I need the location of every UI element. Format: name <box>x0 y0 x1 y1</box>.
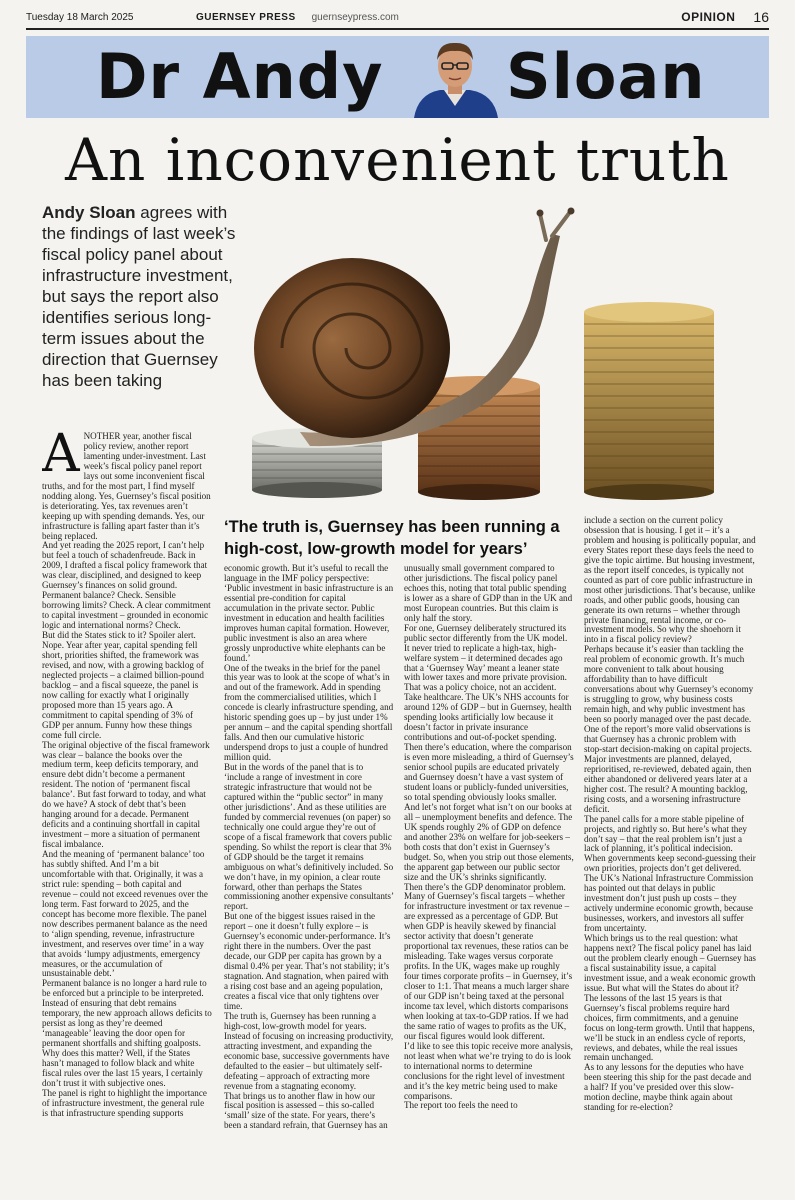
paragraph: That brings us to another flaw in how our fiscal position is assessed – this so-called ‘small’ size of the state. For years, there’s been a standard refrain, that Guernsey has an <box>224 1090 388 1131</box>
issue-date: Tuesday 18 March 2025 <box>26 11 134 23</box>
columnist-portrait <box>408 36 502 118</box>
paragraph: One of the report’s more valid observations is that Guernsey has a chronic problem with stop-start decision-making on capital projects. Major investments are planned, delayed, reprioritised, re-reviewed, debated again, then either abandoned or delivered years later at a higher cost. The result? A mounting backlog, rising costs, and a worsening infrastructure deficit. <box>584 724 752 814</box>
paragraph: Then there’s the GDP denominator problem. Many of Guernsey’s fiscal targets – whether for infrastructure investment or tax revenue – are expressed as a percentage of GDP. But when GDP is heavily skewed by financial sector activity that doesn’t generate proportional tax revenues, these ratios can be misleading. Take wages versus corporate profits. In the UK, wages make up roughly four times corporate profits – in Guernsey, it’s closer to 1:1. That means a much larger share of our GDP isn’t being taxed at the personal income tax level, which distorts comparisons when looking at tax-to-GDP ratios. If we had the same ratio of wages to profits as the UK, our fiscal figures would look different. <box>404 881 573 1041</box>
paragraph: But in the words of the panel that is to ‘include a range of investment in core strategic infrastructure that would not be captured within the “public sector” in many other jurisdictions’. And as these utilities are funded by commercial revenues (on paper) so technically one could argue they’re out of scope of a fiscal framework that covers public spending. So whilst the report is clear that 3% of GDP should be the target it remains ambiguous on what’s definitively included. So we don’t have, in my opinion, a clear route forward, other than perhaps the States commissioning another expensive consultants’ report. <box>224 762 394 912</box>
paper-website: guernseypress.com <box>311 11 399 23</box>
paragraph: The truth is, Guernsey has been running a high-cost, low-growth model for years. Instead of focusing on increasing productivity, attracting investment, and expanding the economic base, successive governments have defaulted to the easier – but ultimately self-defeating – approach of extracting more revenue from a stagnating economy. <box>224 1010 394 1091</box>
paragraph: unusually small government compared to other jurisdictions. The fiscal policy panel echoes this, noting that total public spending is lower as a share of GDP than in the UK and most European countries. But this claim is only half the story. <box>404 564 573 623</box>
paragraph: The original objective of the fiscal framework was clear – balance the books over the medium term, keep deficits temporary, and ensure debt didn’t become a permanent resident. The notion of ‘permanent fiscal balance’. But fast forward to today, and what do we have? A stock of debt that’s been hanging around for a decade. Permanent deficits and a continuing shortfall in capital investment – more a situation of permanent fiscal imbalance. <box>42 739 210 850</box>
paragraph: The lessons of the last 15 years is that Guernsey’s fiscal problems require hard choices, firm commitments, and a genuine focus on long-term growth. Until that happens, we’ll be stuck in an endless cycle of reports, reviews, and debates, while the real issues remain unchanged. <box>584 992 755 1063</box>
article-standfirst <box>42 202 242 391</box>
columnist-first-name: Dr Andy <box>96 40 384 113</box>
article-column-4 <box>584 516 756 1192</box>
article-column-2 <box>224 564 394 1192</box>
drop-cap: A <box>42 432 80 484</box>
article-headline: An inconvenient truth <box>65 126 730 194</box>
section-name: OPINION <box>681 10 736 24</box>
paragraph: Permanent balance is no longer a hard rule to be enforced but a principle to be interpreted. Instead of ensuring that debt remains temporary, the new approach allows deficits to persist as long as they’re deemed ‘manageable’ leaving the door open for permanent shortfalls and shifting goalposts. <box>42 978 212 1049</box>
paragraph: And let’s not forget what isn’t on our books at all – unemployment benefits and defence. The UK spends roughly 2% of GDP on defence and another 23% on welfare for job-seekers – both costs that don’t exist in Guernsey’s budget. So, when you strip out those elements, the apparent gap between our public sector size and the UK’s shrinks significantly. <box>404 801 574 882</box>
paragraph: And yet reading the 2025 report, I can’t help but feel a touch of schadenfreude. Back in 2009, I drafted a fiscal policy framework that was clear, disciplined, and designed to keep Guernsey’s finances on solid ground. Permanent balance? Check. Sensible borrowing limits? Check. A clear commitment to capital investment – grounded in economic logic and international norms? Check. <box>42 540 211 631</box>
paragraph: Perhaps because it’s easier than tackling the real problem of economic growth. It’s much more convenient to talk about housing affordability than to have difficult conversations about why Guernsey’s economy is struggling to grow, why business costs remain high, and why public investment has been so poorly managed over the past decade. <box>584 644 754 725</box>
pull-quote: ‘The truth is, Guernsey has been running a high-cost, low-growth model for years’ <box>224 518 560 558</box>
paper-name: GUERNSEY PRESS <box>196 11 296 23</box>
page-number: 16 <box>753 9 769 25</box>
columnist-masthead <box>26 36 769 118</box>
paragraph: The report too feels the need to <box>404 1100 518 1111</box>
paragraph: Take healthcare. The UK’s NHS accounts for around 12% of GDP – but in Guernsey, health spending looks artificially low because it doesn’t factor in private insurance contributions and out-of-pocket spending. Then there’s education, where the comparison is even more misleading, a third of Guernsey’s senior school pupils are educated privately and Guernsey doesn’t have a vast system of student loans or publicly-funded universities, so total spending obviously looks smaller. <box>404 692 574 802</box>
columnist-last-name: Sloan <box>506 40 706 113</box>
paragraph: I’d like to see this topic receive more analysis, not least when what we’re trying to do is look to international norms to determine conclusions for the right level of investment and it’s the key metric being used to make comparisons. <box>404 1040 573 1101</box>
paragraph: But one of the biggest issues raised in the report – one it doesn’t fully explore – is Guernsey’s economic under-performance. It’s right there in the numbers. Over the past decade, our GDP per capita has grown by a dismal 0.4% per year. That’s not stability; it’s stagnation. And stagnation, when paired with a rising cost base and an ageing population, creates a fiscal vice that only tightens over time. <box>224 911 391 1011</box>
paragraph: And the meaning of ‘permanent balance’ too has subtly shifted. And I’m a bit uncomfortable with that. Originally, it was a strict rule: spending – both capital and revenue – could not exceed revenues over the long term. Fast forward to 2025, and the concept has become more flexible. The panel now describes permanent balance as the need to ‘align spending, revenue, infrastructure investment, and reserves over time’ in a way that avoids ‘lumpy adjustments, emergency measures, or the accumulation of unsustainable debt.’ <box>42 849 208 979</box>
snail-on-coins-image <box>240 200 760 502</box>
paragraph: For one, Guernsey deliberately structured its public sector differently from the UK model. It never tried to replicate a high-tax, high-welfare system – it determined decades ago that a ‘Guernsey Way’ meant a leaner state with lower taxes and more private provision. That was a policy choice, not an accident. <box>404 622 568 693</box>
paragraph: As to any lessons for the deputies who have been steering this ship for the past decade and a half? If you’ve presided over this slow-motion decline, maybe think again about standing for re-election? <box>584 1062 752 1113</box>
paragraph: economic growth. But it’s useful to recall the language in the IMF policy perspective: ‘Public investment in basic infrastructure is an essential pre-condition for capital accumulation in the private sector. Public investment in education and health facilities improves human capital formation. However, public investment is also an area where grossly unproductive white elephants can be found.’ <box>224 564 394 663</box>
article-column-3 <box>404 564 574 1192</box>
paragraph: NOTHER year, another fiscal policy review, another report lamenting under-investment. Last week’s fiscal policy panel report lays out some inconvenient fiscal truths, and for the most part, I find myself nodding along. Yes, Guernsey’s fiscal position is deteriorating. Yes, tax revenues aren’t keeping up with spending demands. Yes, our infrastructure is falling apart faster than it’s being replaced. <box>42 432 211 541</box>
paragraph: include a section on the current policy obsession that is housing. I get it – it’s a problem and housing is politically popular, and every States report these days feels the need to give the topic airtime. But housing investment, as the report itself concedes, is typically not counted as part of core public infrastructure in most other jurisdictions. That’s because, unlike roads, and other public goods, housing can generate its own returns – whether through private financing, rental income, or co-investment models. So why the shoehorn it into in a fiscal policy review? <box>584 516 756 645</box>
paragraph: Which brings us to the real question: what happens next? The fiscal policy panel has laid out the problem clearly enough – Guernsey has a fiscal sustainability issue, a capital investment issue, and a weak economic growth issue. But what will the States do about it? <box>584 933 756 993</box>
paragraph: One of the tweaks in the brief for the panel this year was to look at the scope of what’s in and out of the framework. Add in spending from the commercialised utilities, which I concede is clearly infrastructure spending, and historic spending goes up – by just under 1% per annum – and the capital spending shortfall falls. And then our cumulative historic underspend drops to just a couple of hundred million quid. <box>224 662 394 763</box>
standfirst-author: Andy Sloan <box>42 203 136 222</box>
paragraph: But did the States stick to it? Spoiler alert. Nope. Year after year, capital spending fell short, priorities shifted, the framework was revised, and now, with a growing backlog of neglected projects – a claimed billion-pound backlog – and a fiscal squeeze, the panel is now calling for exactly what I originally proposed more than 15 years ago. A commitment to capital spending of 3% of GDP per annum. Funny how these things come full circle. <box>42 630 204 740</box>
page-header <box>26 6 769 30</box>
gold-coin-stack <box>584 302 714 500</box>
article-column-1 <box>42 432 212 1192</box>
standfirst-text: agrees with the findings of last week’s fiscal policy panel about infrastructure investment, but says the report also identifies serious long-term issues about the direction that Guernsey has been taking <box>42 203 236 390</box>
paragraph: The panel calls for a more stable pipeline of projects, and rightly so. But here’s what they don’t say – that the real problem isn’t just a lack of planning, it’s political indecision. When governments keep second-guessing their own priorities, projects don’t get delivered. The UK’s National Infrastructure Commission has pointed out that delays in public investment don’t just push up costs – they actively undermine economic growth, because businesses, workers, and investors all suffer from uncertainty. <box>584 813 756 934</box>
paragraph: Why does this matter? Well, if the States hasn’t managed to follow black and white fiscal rules over the last 15 years, I certainly don’t trust it with subjective ones. <box>42 1048 203 1088</box>
paragraph: The panel is right to highlight the importance of infrastructure investment, the general rule is that infrastructure spending supports <box>42 1087 207 1118</box>
